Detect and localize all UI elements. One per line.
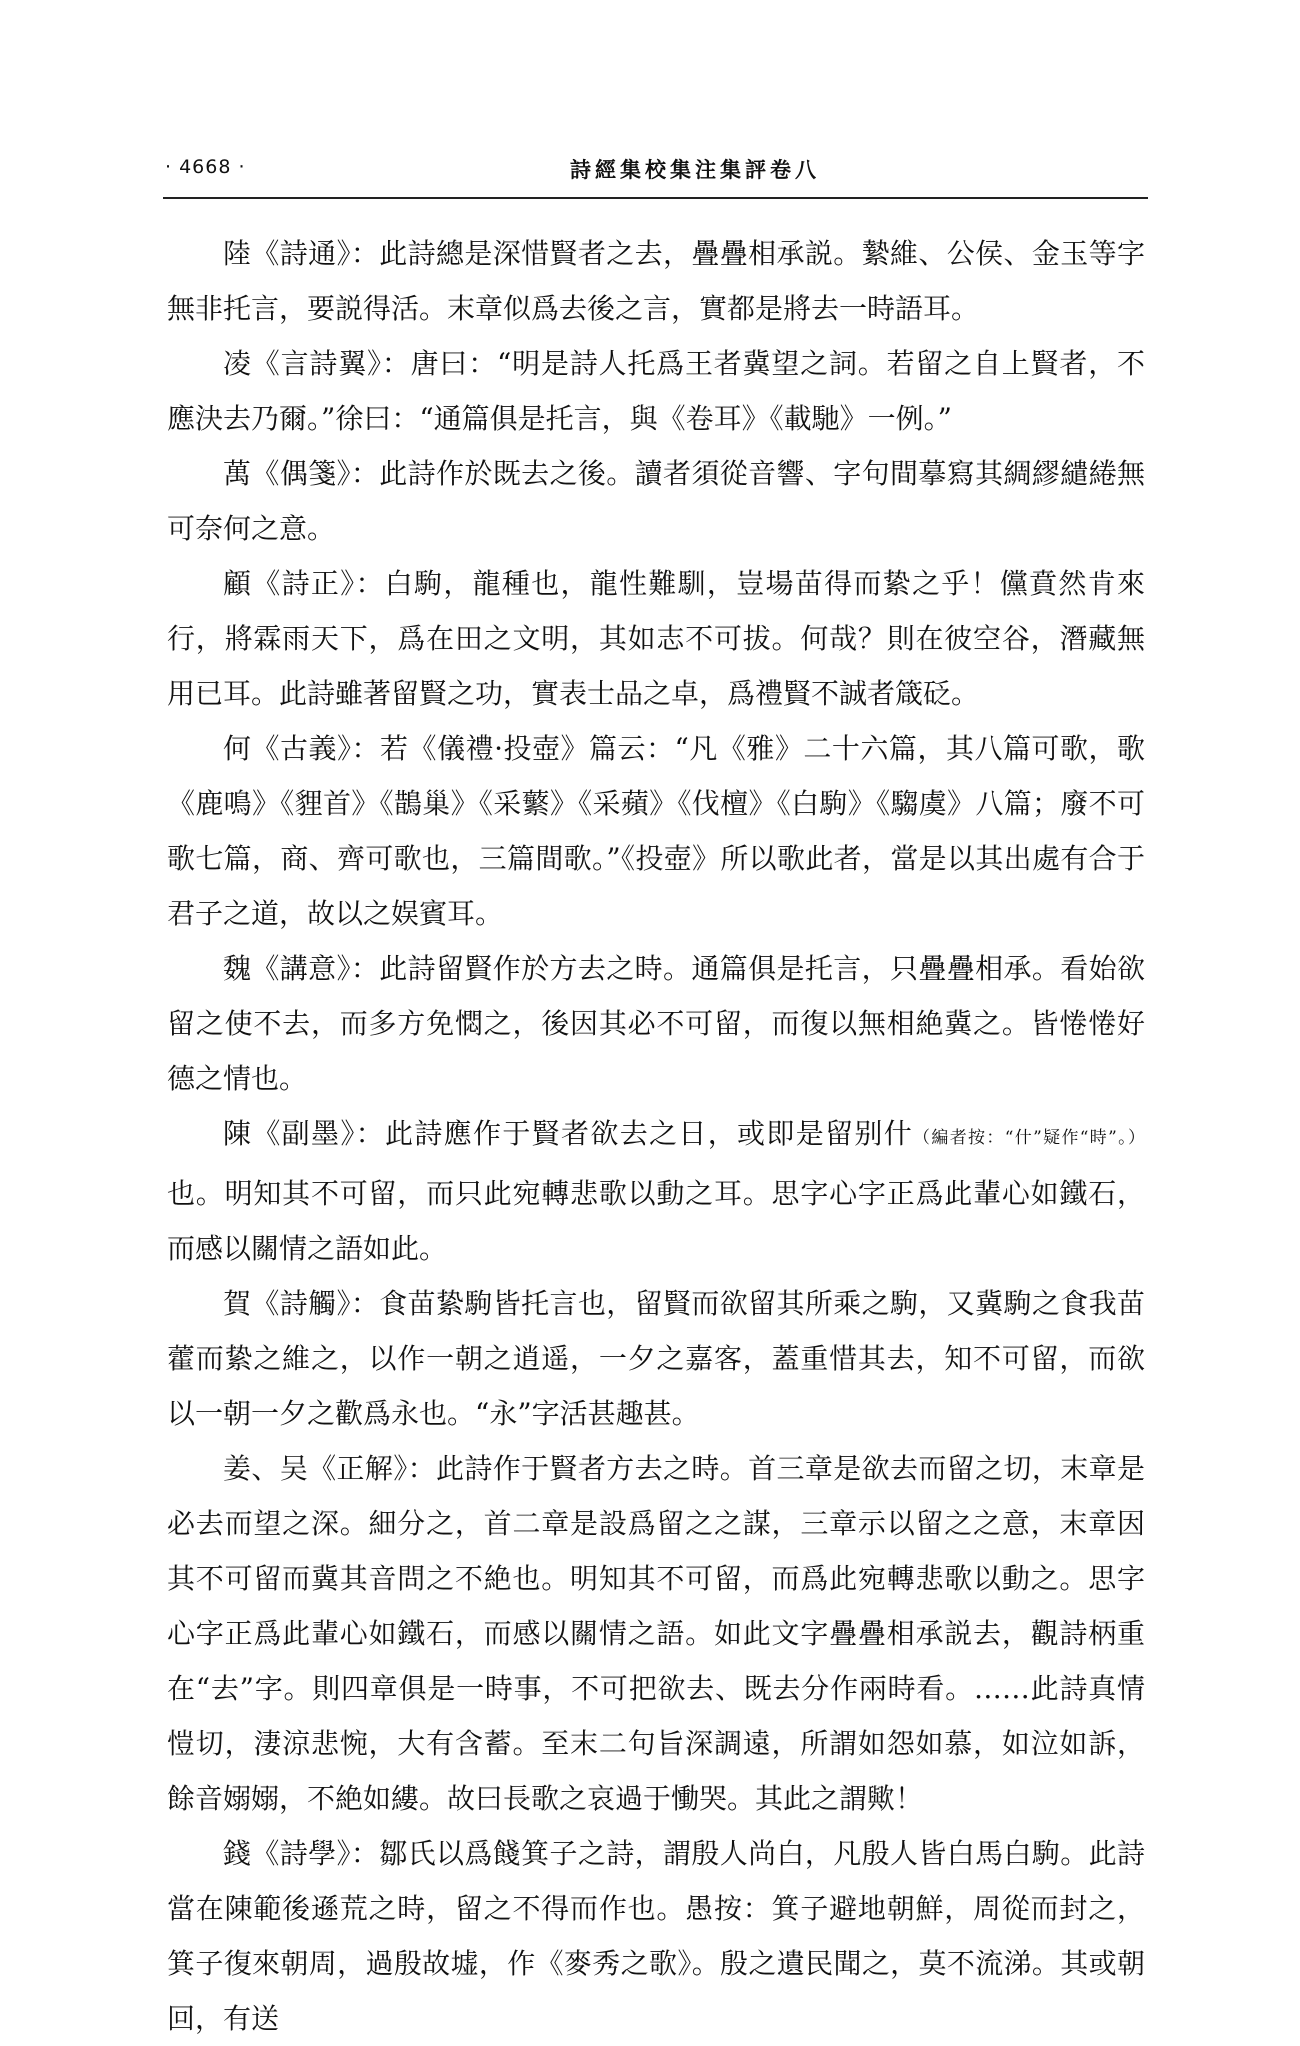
editor-note: （編者按：“什”疑作“時”。） [913,1128,1145,1148]
commentary-paragraph: 姜、吴《正解》：此詩作于賢者方去之時。首三章是欲去而留之切，末章是必去而望之深。細分之，首二章是設爲留之之謀，三章示以留之之意，末章因其不可留而冀其音問之不絶也。明知其不可留，而爲此宛轉悲歌以動之。思字心字正爲此輩心如鐵石，而感以關情之語。如此文字疊疊相承説去，觀詩柄重在“去”字。則四章俱是一時事，不可把欲去、既去分作兩時看。……此詩真情愷切，淒涼悲惋，大有含蓄。至末二句旨深調遠，所謂如怨如慕，如泣如訴，餘音嫋嫋，不絶如縷。故曰長歌之哀過于慟哭。其此之謂歟！ [167,1452,1145,1815]
commentary-paragraph: 凌《言詩翼》：唐曰：“明是詩人托爲王者冀望之詞。若留之自上賢者，不應決去乃爾。”徐曰：“通篇俱是托言，與《卷耳》《載馳》一例。” [167,347,1145,435]
commentary-paragraph: 錢《詩學》：鄒氏以爲餞箕子之詩，謂殷人尚白，凡殷人皆白馬白駒。此詩當在陳範後遜荒之時，留之不得而作也。愚按：箕子避地朝鮮，周從而封之，箕子復來朝周，過殷故墟，作《麥秀之歌》。殷之遺民聞之，莫不流涕。其或朝回，有送 [167,1837,1145,2035]
commentary-paragraph [167,1106,1145,1276]
commentary-body [167,226,1145,2046]
commentary-paragraph: 顧《詩正》：白駒，龍種也，龍性難馴，豈場苗得而絷之乎！儻賁然肯來行，將霖雨天下，爲在田之文明，其如志不可拔。何哉？則在彼空谷，潛藏無用已耳。此詩雖著留賢之功，實表士品之卓，爲禮賢不誠者箴砭。 [167,567,1145,710]
paragraph-text: 陳《副墨》：此詩應作于賢者欲去之日，或即是留别什 [223,1117,914,1150]
commentary-paragraph: 何《古義》：若《儀禮·投壺》篇云：“凡《雅》二十六篇，其八篇可歌，歌《鹿鳴》《貍首》《鵲巢》《采蘩》《采蘋》《伐檀》《白駒》《騶虞》八篇；廢不可歌七篇，商、齊可歌也，三篇間歌。”《投壺》所以歌此者，當是以其出處有合于君子之道，故以之娱賓耳。 [167,732,1145,930]
running-title: 詩經集校集注集評卷八 [570,157,820,182]
page-header [165,156,1145,196]
commentary-paragraph: 陸《詩通》：此詩總是深惜賢者之去，疊疊相承説。縶維、公侯、金玉等字無非托言，要説得活。末章似爲去後之言，實都是將去一時語耳。 [167,237,1145,325]
commentary-paragraph: 萬《偶箋》：此詩作於既去之後。讀者須從音響、字句間摹寫其綢繆繾綣無可奈何之意。 [167,457,1145,545]
commentary-paragraph: 賀《詩觸》：食苗絷駒皆托言也，留賢而欲留其所乘之駒，又冀駒之食我苗藿而絷之維之，以作一朝之逍遥，一夕之嘉客，蓋重惜其去，知不可留，而欲以一朝一夕之歡爲永也。“永”字活甚趣甚。 [167,1287,1145,1430]
paragraph-text-continued: 也。明知其不可留，而只此宛轉悲歌以動之耳。思字心字正爲此輩心如鐵石，而感以關情之語如此。 [167,1177,1145,1265]
commentary-paragraph: 魏《講意》：此詩留賢作於方去之時。通篇俱是托言，只疊疊相承。看始欲留之使不去，而多方免㦖之，後因其必不可留，而復以無相絶冀之。皆惓惓好德之情也。 [167,952,1145,1095]
page-number: · 4668 · [165,156,246,178]
header-rule [163,197,1148,199]
